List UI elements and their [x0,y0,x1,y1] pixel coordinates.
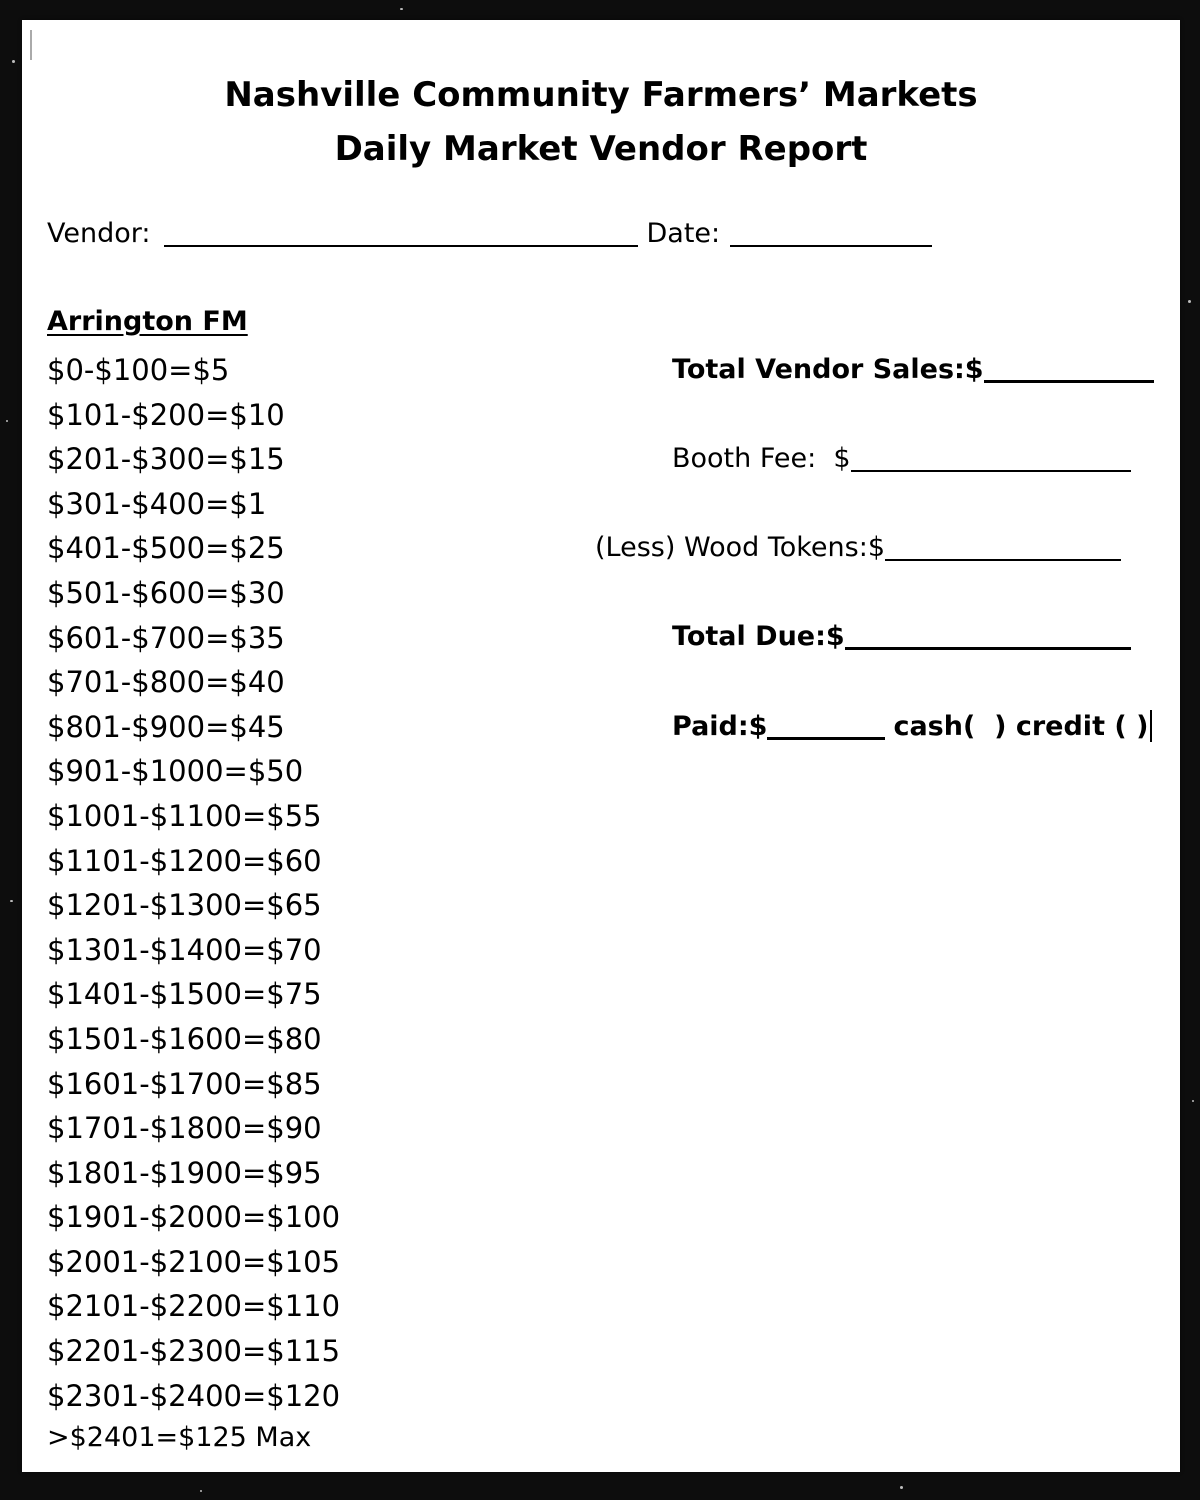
fee-tier: $1301-$1400=$70 [47,932,322,967]
fee-tier: $0-$100=$5 [47,353,230,387]
fee-tier: $1701-$1800=$90 [47,1111,322,1146]
fee-tier: $1801-$1900=$95 [47,1155,322,1190]
background-speck [1188,300,1191,303]
background-speck [6,420,8,422]
text-cursor [30,30,32,60]
payment-method-options[interactable]: cash( ) credit ( ) [893,711,1149,742]
wood-tokens-field [595,532,1121,563]
wood-tokens-blank[interactable] [885,535,1121,561]
fee-tier-max: >$2401=$125 Max [47,1422,312,1454]
text-cursor [1150,710,1152,742]
title-line-1: Nashville Community Farmers’ Markets [224,75,978,115]
fee-tier: $801-$900=$45 [47,709,285,744]
wood-tokens-label: (Less) Wood Tokens:$ [595,532,885,563]
fee-schedule-heading: Arrington FM [47,306,248,337]
background-speck [1192,1100,1194,1102]
total-due-blank[interactable] [845,623,1131,650]
fee-tier: $1601-$1700=$85 [47,1066,322,1101]
fee-tier: $1101-$1200=$60 [47,843,322,878]
fee-tier: $201-$300=$15 [47,442,285,477]
vendor-label: Vendor: [47,218,151,249]
background-speck [10,900,13,902]
fee-tier: $2101-$2200=$110 [47,1289,341,1324]
background-speck [12,60,15,63]
fee-tier: $2301-$2400=$120 [47,1378,341,1413]
fee-tier: $101-$200=$10 [47,397,285,432]
total-due-label: Total Due:$ [672,621,845,652]
vendor-date-row [47,218,932,249]
background-speck [400,8,403,10]
date-label: Date: [646,218,721,249]
fee-tier: $2201-$2300=$115 [47,1334,341,1369]
fee-tier: $1201-$1300=$65 [47,888,322,923]
total-sales-field [672,354,1154,385]
date-blank[interactable] [730,221,932,247]
fee-tier: $2001-$2100=$105 [47,1244,341,1279]
paid-label: Paid:$ [672,711,768,742]
title-line-2: Daily Market Vendor Report [334,129,868,169]
total-sales-label: Total Vendor Sales:$ [672,354,984,385]
total-sales-blank[interactable] [984,356,1154,383]
fee-tier: $1401-$1500=$75 [47,977,322,1012]
booth-fee-blank[interactable] [851,446,1131,472]
document-page [22,20,1180,1472]
fee-tier: $901-$1000=$50 [47,754,304,789]
background-speck [200,1490,202,1492]
fee-tier: $701-$800=$40 [47,665,285,700]
fee-schedule-list [47,348,340,1458]
fee-tier: $601-$700=$35 [47,620,285,655]
booth-fee-field [672,443,1131,474]
booth-fee-label: Booth Fee: $ [672,443,851,474]
fee-tier: $1901-$2000=$100 [47,1200,341,1235]
fee-tier: $501-$600=$30 [47,575,285,610]
fee-tier: $1501-$1600=$80 [47,1021,322,1056]
total-due-field [672,621,1131,652]
background-speck [900,1486,903,1489]
paid-blank[interactable] [767,713,885,740]
page-title [22,68,1180,176]
paid-field [672,710,1152,742]
fee-tier: $401-$500=$25 [47,531,285,566]
fee-tier: $1001-$1100=$55 [47,798,322,833]
vendor-blank[interactable] [164,221,638,247]
fee-tier: $301-$400=$1 [47,486,267,521]
